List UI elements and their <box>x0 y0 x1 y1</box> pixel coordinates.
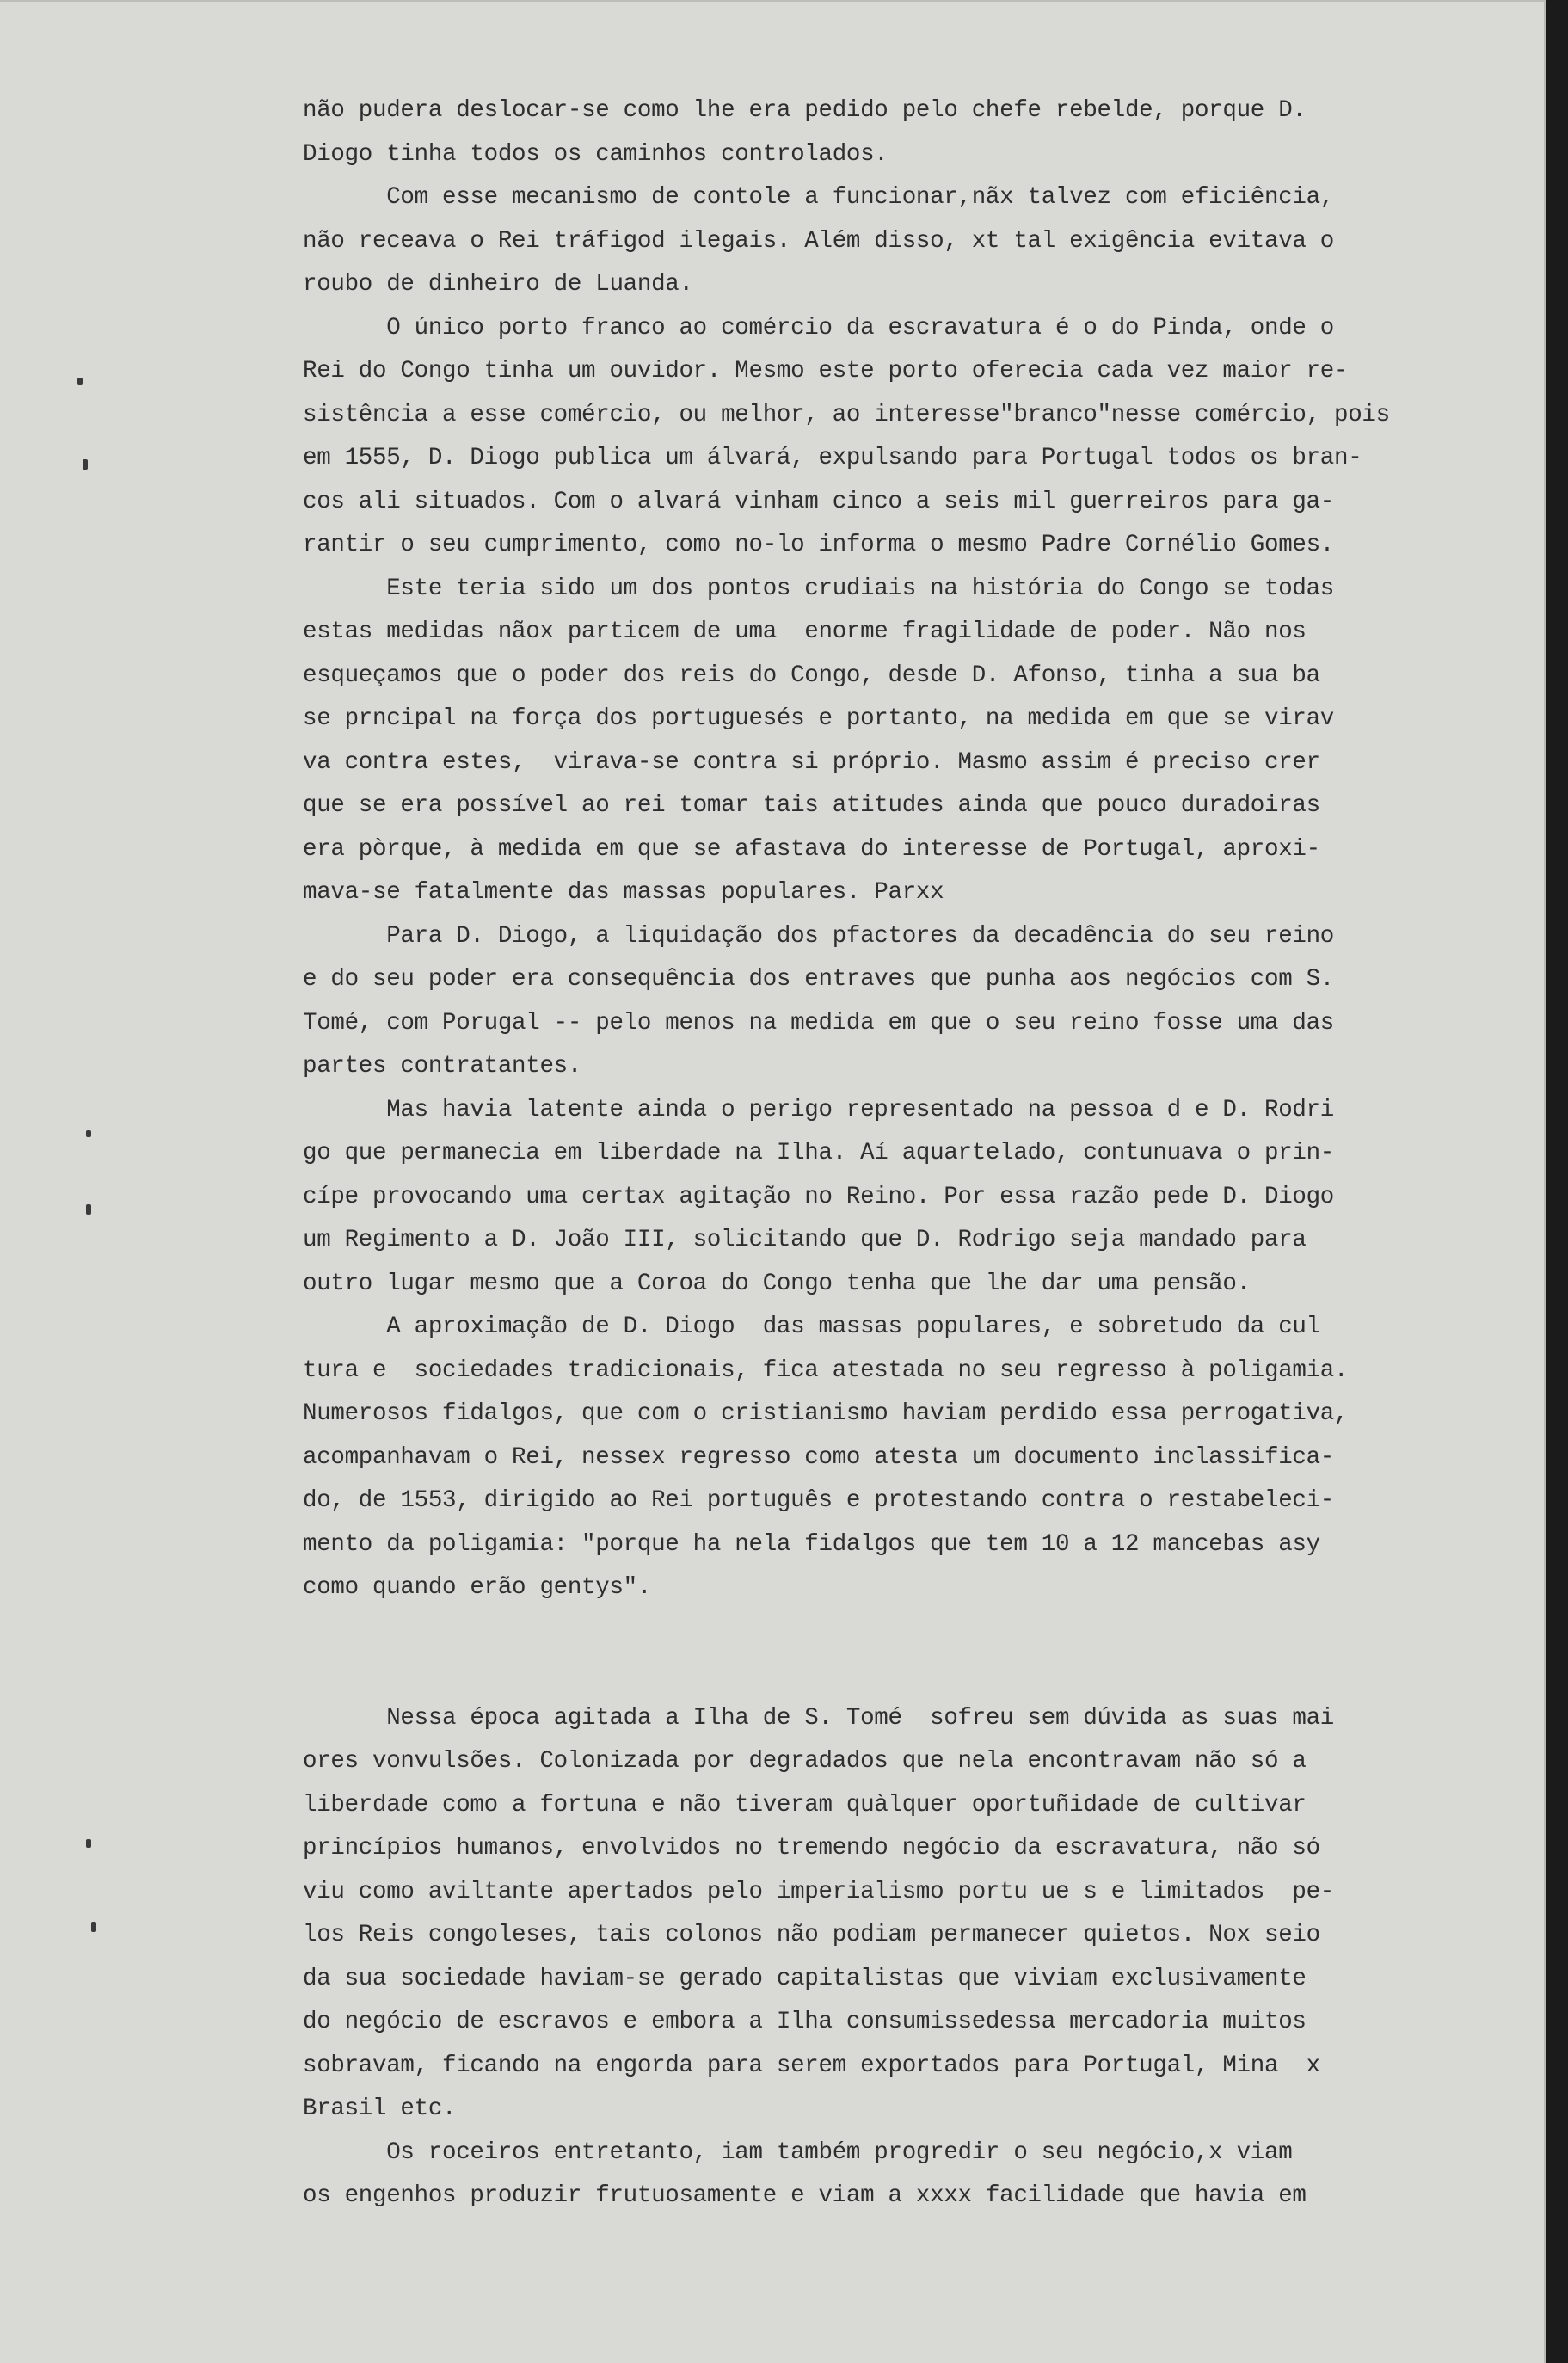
text-line: los Reis congoleses, tais colonos não podiam permanecer quietos. Nox seio <box>303 1922 1320 1948</box>
text-line: era pòrque, à medida em que se afastava do interesse de Portugal, aproxi- <box>303 835 1320 863</box>
text-line: um Regimento a D. João III, solicitando que D. Rodrigo seja mandado para <box>303 1227 1307 1253</box>
text-line: liberdade como a fortuna e não tiveram quàlquer oportuñidade de cultivar <box>303 1791 1307 1818</box>
text-line: não receava o Rei tráfigod ilegais. Além disso, xt tal exigência evitava o <box>303 227 1334 255</box>
text-line: Rei do Congo tinha um ouvidor. Mesmo este porto oferecia cada vez maior re- <box>303 358 1349 385</box>
text-line: Os roceiros entretanto, iam também progredir o seu negócio,x viam <box>303 2138 1293 2166</box>
text-line: Nessa época agitada a Ilha de S. Tomé sofreu sem dúvida as suas mai <box>303 1704 1334 1732</box>
text-line: não pudera deslocar-se como lhe era pedido pelo chefe rebelde, porque D. <box>303 97 1307 124</box>
text-line: como quando erão gentys". <box>303 1574 652 1601</box>
text-line: da sua sociedade haviam-se gerado capitalistas que viviam exclusivamente <box>303 1965 1307 1992</box>
text-line: se prncipal na força dos portuguesés e portanto, na medida em que se virav <box>303 705 1334 732</box>
text-line: roubo de dinheiro de Luanda. <box>303 271 693 298</box>
section-one <box>303 89 1524 1610</box>
text-line: princípios humanos, envolvidos no tremendo negócio da escravatura, não só <box>303 1835 1320 1861</box>
text-line: rantir o seu cumprimento, como no-lo informa o mesmo Padre Cornélio Gomes. <box>303 532 1334 558</box>
margin-mark <box>77 378 83 385</box>
text-line: mava-se fatalmente das massas populares. Parxx <box>303 879 944 906</box>
text-line: outro lugar mesmo que a Coroa do Congo tenha que lhe dar uma pensão. <box>303 1270 1251 1297</box>
text-line: estas medidas nãox particem de uma enorme fragilidade de poder. Não nos <box>303 618 1307 645</box>
text-line: os engenhos produzir frutuosamente e viam a xxxx facilidade que havia em <box>303 2182 1307 2209</box>
margin-mark <box>86 1204 91 1215</box>
text-line: partes contratantes. <box>303 1053 582 1080</box>
text-line: Com esse mecanismo de contole a funcionar,nãx talvez com eficiência, <box>303 184 1334 211</box>
text-line: cos ali situados. Com o alvará vinham cinco a seis mil guerreiros para ga- <box>303 488 1334 515</box>
margin-mark <box>86 1839 91 1848</box>
margin-mark <box>86 1130 91 1137</box>
text-line: do, de 1553, dirigido ao Rei português e protestando contra o restabeleci- <box>303 1487 1334 1514</box>
text-line: esqueçamos que o poder dos reis do Congo, desde D. Afonso, tinha a sua ba <box>303 662 1320 689</box>
text-line: Numerosos fidalgos, que com o cristianismo haviam perdido essa perrogativa, <box>303 1400 1349 1427</box>
text-line: Brasil etc. <box>303 2095 457 2122</box>
document-body <box>303 89 1524 2218</box>
text-line: Para D. Diogo, a liquidação dos pfactores da decadência do seu reino <box>303 922 1334 950</box>
text-line: sobravam, ficando na engorda para serem exportados para Portugal, Mina x <box>303 2052 1320 2079</box>
margin-mark <box>83 459 88 470</box>
text-line: Este teria sido um dos pontos crudiais na história do Congo se todas <box>303 575 1334 602</box>
text-line: tura e sociedades tradicionais, fica atestada no seu regresso à poligamia. <box>303 1357 1349 1384</box>
section-two <box>303 1697 1524 2218</box>
text-line: em 1555, D. Diogo publica um álvará, expulsando para Portugal todos os bran- <box>303 445 1362 471</box>
text-line: sistência a esse comércio, ou melhor, ao interesse"branco"nesse comércio, pois <box>303 401 1390 428</box>
margin-mark <box>91 1922 96 1932</box>
text-line: va contra estes, virava-se contra si próprio. Masmo assim é preciso crer <box>303 748 1320 776</box>
text-line: Tomé, com Porugal -- pelo menos na medida em que o seu reino fosse uma das <box>303 1009 1334 1037</box>
text-line: ores vonvulsões. Colonizada por degradados que nela encontravam não só a <box>303 1748 1307 1775</box>
text-line: Diogo tinha todos os caminhos controlados. <box>303 140 889 168</box>
text-line: que se era possível ao rei tomar tais atitudes ainda que pouco duradoiras <box>303 792 1320 819</box>
text-line: go que permanecia em liberdade na Ilha. Aí aquartelado, contunuava o prin- <box>303 1140 1334 1166</box>
paragraph-gap <box>303 1610 1524 1697</box>
text-line: mento da poligamia: "porque ha nela fidalgos que tem 10 a 12 mancebas asy <box>303 1530 1320 1558</box>
text-line: cípe provocando uma certax agitação no Reino. Por essa razão pede D. Diogo <box>303 1183 1334 1210</box>
text-line: Mas havia latente ainda o perigo representado na pessoa d e D. Rodri <box>303 1096 1334 1123</box>
text-line: acompanhavam o Rei, nessex regresso como atesta um documento inclassifica- <box>303 1443 1334 1471</box>
text-line: do negócio de escravos e embora a Ilha consumissedessa mercadoria muitos <box>303 2009 1307 2035</box>
text-line: O único porto franco ao comércio da escravatura é o do Pinda, onde o <box>303 314 1334 342</box>
text-line: viu como aviltante apertados pelo imperialismo portu ue s e limitados pe- <box>303 1878 1334 1905</box>
text-line: A aproximação de D. Diogo das massas populares, e sobretudo da cul <box>303 1314 1320 1340</box>
text-line: e do seu poder era consequência dos entraves que punha aos negócios com S. <box>303 966 1334 993</box>
